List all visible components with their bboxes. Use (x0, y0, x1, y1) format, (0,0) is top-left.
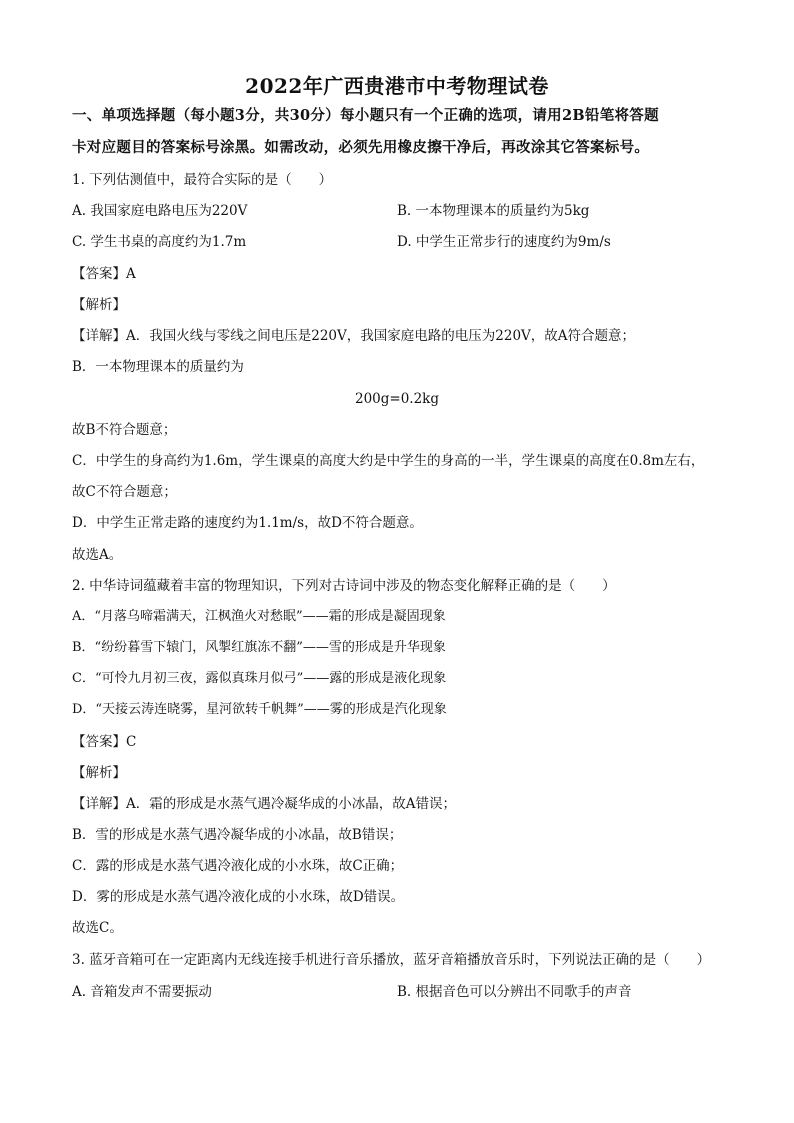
question-2-option-c: C．“可怜九月初三夜，露似真珠月似弓”——露的形成是液化现象 (72, 671, 447, 686)
question-1-option-d: D. 中学生正常步行的速度约为9m/s (397, 234, 611, 250)
question-1-analysis-label: 【解析】 (72, 297, 126, 313)
question-2-option-a: A．“月落乌啼霜满天，江枫渔火对愁眠”——霜的形成是凝固现象 (72, 609, 446, 624)
question-2-choice: 故选C。 (72, 920, 123, 936)
question-1-formula: 200g=0.2kg (354, 391, 439, 407)
question-1-detail-b: B．一本物理课本的质量约为 (72, 359, 244, 375)
question-1-detail-a: 【详解】A．我国火线与零线之间电压是220V，我国家庭电路的电压为220V，故A符合题意； (72, 328, 636, 344)
question-2-analysis-label: 【解析】 (72, 765, 126, 781)
question-2-detail-b: B．雪的形成是水蒸气遇冷凝华成的小冰晶，故B错误； (72, 827, 403, 843)
question-1-choice: 故选A。 (72, 547, 123, 563)
page-title: 2022年广西贵港市中考物理试卷 (245, 74, 549, 98)
question-1-option-c: C. 学生书桌的高度约为1.7m (72, 234, 247, 250)
question-2-stem: 2. 中华诗词蕴藏着丰富的物理知识，下列对古诗词中涉及的物态变化解释正确的是（ ） (72, 578, 616, 594)
section-instruction-line-2: 卡对应题目的答案标号涂黑。如需改动，必须先用橡皮擦干净后，再改涂其它答案标号。 (72, 139, 650, 156)
question-1-detail-c: C．中学生的身高约为1.6m，学生课桌的高度大约是中学生的身高的一半，学生课桌的高度在0.8m左右， (72, 453, 705, 469)
question-1-stem: 1. 下列估测值中，最符合实际的是（ ） (72, 172, 333, 188)
section-instruction-line-1: 一、单项选择题（每小题3分，共30分）每小题只有一个正确的选项，请用2B铅笔将答题 (72, 107, 659, 124)
question-1-option-b: B. 一本物理课本的质量约为5kg (397, 203, 590, 219)
question-2-option-d: D．“天接云涛连晓雾，星河欲转千帆舞”——雾的形成是汽化现象 (72, 702, 447, 717)
question-3-option-b: B. 根据音色可以分辨出不同歌手的声音 (397, 984, 632, 1000)
question-1-answer: 【答案】A (72, 266, 136, 282)
question-2-option-b: B．“纷纷暮雪下辕门，风掣红旗冻不翻”——雪的形成是升华现象 (72, 640, 446, 655)
question-1-detail-d: D．中学生正常走路的速度约为1.1m/s，故D不符合题意。 (72, 515, 423, 531)
question-1-option-a: A. 我国家庭电路电压为220V (72, 203, 248, 219)
question-3-stem: 3. 蓝牙音箱可在一定距离内无线连接手机进行音乐播放，蓝牙音箱播放音乐时，下列说法正确的是（ ） (72, 952, 711, 968)
question-3-option-a: A. 音箱发声不需要振动 (72, 984, 212, 1000)
question-2-detail-a: 【详解】A．霜的形成是水蒸气遇冷凝华成的小冰晶，故A错误； (72, 796, 456, 812)
question-2-detail-c: C．露的形成是水蒸气遇冷液化成的小水珠，故C正确； (72, 858, 404, 874)
question-1-detail-c-conclusion: 故C不符合题意； (72, 484, 177, 500)
question-2-detail-d: D．雾的形成是水蒸气遇冷液化成的小水珠，故D错误。 (72, 889, 405, 905)
question-1-detail-b-conclusion: 故B不符合题意； (72, 422, 177, 438)
question-2-answer: 【答案】C (72, 734, 137, 750)
